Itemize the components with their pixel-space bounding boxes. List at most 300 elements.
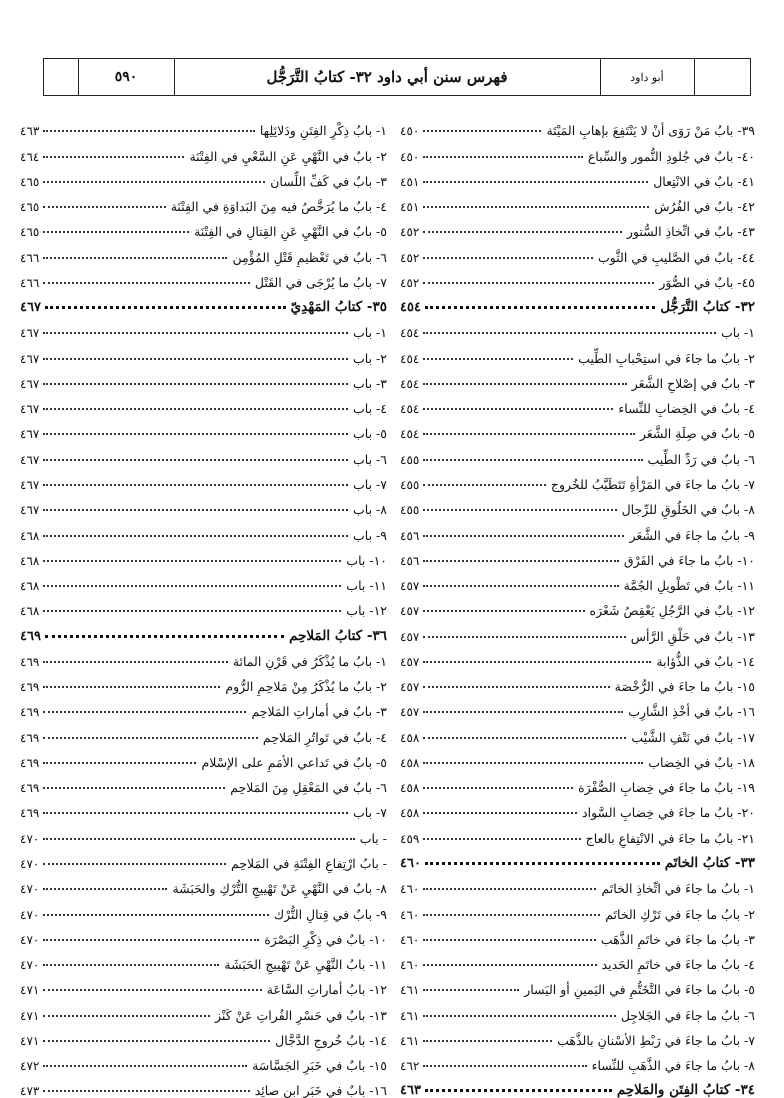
toc-entry-page: ٤٥٤ — [400, 427, 420, 442]
toc-entry — [400, 820, 755, 845]
toc-entry-title: ١٥- بابُ ما جاءَ في الرُّخْصَة — [614, 679, 755, 695]
toc-entry-title: ٦- بابٌ في المَعْقِلِ مِنَ المَلاحِم — [230, 780, 387, 796]
dot-leader — [423, 282, 654, 284]
toc-entry-title: ٢- بابُ ما جاءَ في تَرْكِ الخاتَم — [605, 906, 755, 922]
toc-entry — [400, 441, 755, 466]
dot-leader — [423, 636, 625, 638]
dot-leader — [43, 964, 219, 966]
dot-leader — [423, 130, 541, 132]
dot-leader — [43, 610, 341, 612]
toc-entry — [400, 644, 755, 669]
toc-entry-page: ٤٦٧ — [20, 326, 40, 341]
toc-entry-title: ٢- بابُ ما يُذْكَرُ مِنْ مَلاحِمِ الرُّوم — [225, 679, 387, 695]
toc-column-left — [20, 113, 387, 1098]
toc-entry-page: ٤٦٨ — [20, 528, 40, 543]
dot-leader — [43, 989, 261, 991]
toc-entry-page: ٤٦٥ — [20, 225, 40, 240]
toc-entry — [20, 972, 387, 997]
dot-leader — [43, 737, 258, 739]
toc-entry — [20, 164, 387, 189]
toc-entry-title: ٩- بابُ ما جاءَ في الشَّعَر — [629, 527, 755, 543]
toc-entry-page: ٤٥٨ — [400, 806, 420, 821]
dot-leader — [43, 383, 348, 385]
dot-leader — [423, 459, 642, 461]
toc-entry-page: ٤٥٦ — [400, 553, 420, 568]
toc-entry-page: ٤٧٠ — [20, 907, 40, 922]
dot-leader — [43, 1090, 249, 1092]
toc-entry-page: ٤٦٩ — [20, 806, 40, 821]
toc-entry — [20, 441, 387, 466]
dot-leader — [43, 484, 348, 486]
dot-leader — [43, 1040, 270, 1042]
toc-entry-page: ٤٦٨ — [20, 604, 40, 619]
toc-entry-page: ٤٧٠ — [20, 958, 40, 973]
toc-entry-title: ٤٤- بابٌ في الصَّليبِ في الثَّوب — [598, 249, 755, 265]
toc-entry — [400, 113, 755, 138]
toc-entry-page: ٤٥٤ — [400, 351, 420, 366]
toc-entry-title: ٣٩- بابُ مَنْ رَوَى أنْ لا يَنْتَفِعَ بإهابِ المَيْتَة — [546, 123, 755, 139]
dot-leader — [43, 257, 227, 259]
running-header — [43, 58, 751, 96]
dot-leader — [43, 787, 225, 789]
dot-leader — [423, 509, 616, 511]
toc-entry-title: ١٤- بابٌ في الذُّؤابة — [656, 653, 755, 669]
header-title: فهرس سنن أبي داود ٣٢- كتابُ التَّرَجُّل — [266, 68, 508, 86]
toc-entry — [20, 922, 387, 947]
dot-leader — [423, 585, 618, 587]
toc-entry-page: ٤٥٧ — [400, 579, 420, 594]
toc-entry-page: ٤٥٩ — [400, 831, 420, 846]
dot-leader — [43, 433, 348, 435]
toc-entry-page: ٤٥٤ — [400, 300, 421, 316]
toc-entry — [20, 568, 387, 593]
toc-entry — [20, 745, 387, 770]
toc-entry — [400, 694, 755, 719]
toc-entry-title: ٤٢- بابٌ في الفُرُش — [654, 199, 755, 215]
toc-entry-title: ١٥- بابٌ في خَبَرِ الجَسَّاسَة — [252, 1058, 387, 1074]
dot-leader — [423, 181, 648, 183]
dot-leader — [43, 535, 348, 537]
toc-entry-page: ٤٧٠ — [20, 932, 40, 947]
toc-entry — [20, 1048, 387, 1073]
dot-leader — [43, 686, 220, 688]
dot-leader — [43, 838, 354, 840]
toc-entry-page: ٤٦٠ — [400, 932, 420, 947]
dot-leader — [43, 408, 348, 410]
toc-entry — [400, 871, 755, 896]
toc-entry-page: ٤٦٥ — [20, 174, 40, 189]
toc-entry-title: ١٤- بابُ خُروجِ الدَّجَّال — [275, 1032, 387, 1048]
dot-leader — [425, 1089, 612, 1092]
toc-entry-page: ٤٥٤ — [400, 326, 420, 341]
toc-column-right — [400, 113, 755, 1098]
dot-leader — [43, 509, 348, 511]
toc-entry-title: ٤٠- بابٌ في جُلودِ النُّمور والسِّباع — [587, 148, 755, 164]
toc-entry-title: ٢- بابٌ في النَّهْيِ عَنِ السَّعْيِ في الفِتْنَة — [189, 148, 387, 164]
toc-entry-title: ١١- بابٌ في تَطْويلِ الجُمَّة — [623, 578, 755, 594]
dot-leader — [43, 130, 255, 132]
dot-leader — [423, 914, 600, 916]
toc-entry — [400, 416, 755, 441]
toc-entry-title: ٧- بابُ ما يُرْجَى في القَتْل — [254, 274, 387, 290]
toc-entry-page: ٤٦٧ — [20, 427, 40, 442]
dot-leader — [43, 1065, 247, 1067]
toc-entry-page: ٤٥٨ — [400, 755, 420, 770]
toc-entry-page: ٤٥٤ — [400, 402, 420, 417]
header-divider — [600, 59, 601, 95]
toc-entry — [20, 189, 387, 214]
toc-entry-title: ٢- باب — [353, 350, 387, 366]
dot-leader — [423, 737, 626, 739]
toc-entry-page: ٤٦٢ — [400, 1059, 420, 1074]
dot-leader — [423, 1015, 615, 1017]
toc-entry — [20, 1023, 387, 1048]
toc-entry — [400, 391, 755, 416]
toc-entry-page: ٤٦٣ — [400, 1083, 421, 1098]
toc-entry — [400, 896, 755, 921]
header-divider — [78, 59, 79, 95]
toc-entry-page: ٤٦٧ — [20, 503, 40, 518]
toc-entry — [400, 517, 755, 542]
dot-leader — [423, 358, 573, 360]
toc-entry-page: ٤٥٢ — [400, 275, 420, 290]
toc-entry-title: ١٦- بابٌ في خَبَرِ ابنِ صائِد — [254, 1083, 387, 1098]
dot-leader — [423, 610, 584, 612]
toc-entry-title: ١- بابُ ما يُذْكَرُ في قَرْنِ المائة — [232, 653, 387, 669]
toc-entry-title: ٥- بابٌ في النَّهْيِ عَنِ القِتالِ في الفِتْنَة — [194, 224, 387, 240]
toc-entry — [20, 265, 387, 290]
toc-entry-page: ٤٦٣ — [20, 124, 40, 139]
toc-entry — [20, 871, 387, 896]
toc-entry-page: ٤٦٧ — [20, 300, 41, 316]
toc-entry-title: ١٣- بابٌ في حَسْرِ الفُراتِ عَنْ كَنْز — [214, 1007, 387, 1023]
toc-entry — [400, 972, 755, 997]
toc-entry-page: ٤٦١ — [400, 1008, 420, 1023]
toc-entry-title: ٥- بابٌ في تَداعي الأمَمِ على الإسْلام — [201, 754, 387, 770]
dot-leader — [43, 156, 184, 158]
toc-entry — [400, 214, 755, 239]
toc-entry — [20, 846, 387, 871]
toc-entry-page: ٤٥٨ — [400, 730, 420, 745]
dot-leader — [43, 181, 265, 183]
toc-entry-title: ٣٤- كتابُ الفِتَنِ والمَلاحِم — [616, 1082, 755, 1098]
dot-leader — [425, 862, 660, 865]
toc-entry-page: ٤٦٩ — [20, 654, 40, 669]
toc-entry-page: ٤٦٩ — [20, 628, 41, 644]
toc-entry — [20, 997, 387, 1022]
dot-leader — [423, 1040, 552, 1042]
toc-entry-page: ٤٧٠ — [20, 882, 40, 897]
toc-section-heading — [400, 1073, 755, 1098]
toc-entry-page: ٤٦٧ — [20, 376, 40, 391]
toc-entry-title: ٧- باب — [353, 805, 387, 821]
toc-entry — [400, 340, 755, 365]
toc-entry-page: ٤٧١ — [20, 983, 40, 998]
dot-leader — [423, 484, 546, 486]
toc-entry-title: ١٨- بابٌ في الخِضاب — [648, 754, 755, 770]
toc-entry — [400, 1048, 755, 1073]
toc-section-heading — [20, 618, 387, 643]
toc-entry-title: ٥- بابُ ما جاءَ في التَّخَتُّمِ في اليَمينِ أو اليَسار — [524, 982, 755, 998]
dot-leader — [423, 661, 651, 663]
toc-entry-page: ٤٧٠ — [20, 856, 40, 871]
dot-leader — [45, 635, 284, 638]
toc-entry-title: ١٧- بابٌ في نَتْفِ الشَّيْب — [631, 729, 755, 745]
toc-entry-title: ٧- بابُ ما جاءَ في المَرْأةِ تَتَطَيَّبُ للخُروج — [550, 476, 755, 492]
dot-leader — [45, 306, 286, 309]
toc-entry — [20, 719, 387, 744]
toc-entry — [20, 492, 387, 517]
toc-entry — [20, 340, 387, 365]
toc-entry-page: ٤٦٩ — [20, 755, 40, 770]
toc-entry — [20, 517, 387, 542]
toc-entry-title: ١- بابُ ذِكْرِ الفِتَنِ ودَلائِلِها — [259, 123, 387, 139]
toc-entry — [20, 770, 387, 795]
toc-entry-title: ٤٣- بابٌ في اتِّخاذِ السُّتور — [626, 224, 755, 240]
toc-entry — [400, 366, 755, 391]
toc-entry-page: ٤٦٤ — [20, 149, 40, 164]
toc-entry-title: ١٦- بابٌ في أخْذِ الشَّارِب — [628, 704, 755, 720]
toc-entry — [400, 795, 755, 820]
dot-leader — [423, 939, 595, 941]
toc-entry-page: ٤٦١ — [400, 1033, 420, 1048]
toc-entry-page: ٤٦٠ — [400, 882, 420, 897]
toc-entry — [20, 543, 387, 568]
dot-leader — [423, 535, 624, 537]
toc-entry-page: ٤٦٩ — [20, 730, 40, 745]
toc-entry-title: ١٢- بابٌ في الرَّجُلِ يَعْقِصُ شَعْرَه — [589, 603, 755, 619]
toc-entry-title: ٥- باب — [353, 426, 387, 442]
toc-entry-title: ١- بابُ ما جاءَ في اتِّخاذِ الخاتَم — [601, 881, 755, 897]
toc-entry-page: ٤٥٧ — [400, 705, 420, 720]
toc-entry-title: ١- باب — [353, 325, 387, 341]
toc-entry-page: ٤٥٧ — [400, 654, 420, 669]
toc-entry-page: ٤٥٦ — [400, 528, 420, 543]
toc-entry — [20, 138, 387, 163]
dot-leader — [43, 231, 189, 233]
toc-entry — [20, 644, 387, 669]
toc-entry-page: ٤٧٠ — [20, 831, 40, 846]
toc-entry-page: ٤٥٥ — [400, 452, 420, 467]
toc-entry-title: ٣٦- كتابُ المَلاحِم — [289, 627, 387, 644]
toc-entry — [400, 618, 755, 643]
toc-entry-title: ٣- بابٌ في إصْلاحِ الشَّعَر — [631, 375, 755, 391]
toc-entry — [400, 543, 755, 568]
dot-leader — [43, 560, 341, 562]
toc-entry — [400, 719, 755, 744]
toc-entry-title: ١٣- بابٌ في حَلْقِ الرَّأس — [630, 628, 755, 644]
toc-entry — [400, 947, 755, 972]
toc-entry-title: ٣٥- كتابُ المَهْدِيّ — [290, 299, 387, 316]
toc-entry-page: ٤٧٢ — [20, 1059, 40, 1074]
toc-entry-page: ٤٦٦ — [20, 275, 40, 290]
toc-entry-page: ٤٥٥ — [400, 477, 420, 492]
toc-entry — [20, 366, 387, 391]
toc-entry-page: ٤٥٧ — [400, 680, 420, 695]
toc-entry-title: ١١- باب — [346, 578, 387, 594]
toc-entry-page: ٤٦٧ — [20, 452, 40, 467]
dot-leader — [43, 939, 259, 941]
toc-entry-title: - باب — [359, 830, 387, 846]
toc-entry — [400, 138, 755, 163]
dot-leader — [43, 711, 246, 713]
dot-leader — [423, 408, 613, 410]
toc-entry-page: ٤٦٠ — [400, 958, 420, 973]
toc-entry — [400, 265, 755, 290]
toc-entry-page: ٤٧٣ — [20, 1084, 40, 1098]
toc-entry — [400, 997, 755, 1022]
toc-entry-title: ٨- بابُ ما جاءَ في الذَّهَبِ للنِّساء — [591, 1058, 755, 1074]
dot-leader — [423, 888, 596, 890]
dot-leader — [43, 661, 227, 663]
toc-entry-page: ٤٦٩ — [20, 781, 40, 796]
toc-entry-title: ٧- بابُ ما جاءَ في رَبْطِ الأسْنانِ بالذَّهَب — [557, 1032, 755, 1048]
toc-entry-title: ١٢- بابُ أماراتِ السَّاعَة — [266, 982, 387, 998]
toc-entry — [20, 391, 387, 416]
toc-entry-title: ٤- بابُ ما جاءَ في خاتَمِ الحَديد — [601, 957, 755, 973]
toc-entry-title: ٤- بابٌ في تَواتُرِ المَلاحِم — [262, 729, 387, 745]
toc-entry-title: ٣- بابٌ في كَفِّ اللِّسان — [270, 173, 387, 189]
toc-entry — [400, 239, 755, 264]
toc-entry — [400, 1023, 755, 1048]
dot-leader — [423, 812, 577, 814]
header-title-cell — [174, 59, 600, 95]
toc-entry-title: ٣- بابٌ في أماراتِ المَلاحِم — [251, 704, 387, 720]
toc-entry-title: ٤- بابٌ في الخِضابِ للنِّساء — [618, 401, 755, 417]
dot-leader — [43, 1015, 210, 1017]
toc-entry-page: ٤٦٧ — [20, 402, 40, 417]
dot-leader — [423, 762, 643, 764]
dot-leader — [423, 560, 619, 562]
toc-entry-page: ٤٦١ — [400, 983, 420, 998]
toc-entry-title: ١١- بابُ النَّهْيِ عَنْ تَهْييجِ الحَبَشَة — [224, 957, 387, 973]
toc-entry — [20, 239, 387, 264]
toc-entry-title: ٩- باب — [353, 527, 387, 543]
dot-leader — [425, 306, 655, 309]
toc-entry — [400, 669, 755, 694]
toc-entry — [400, 593, 755, 618]
dot-leader — [43, 914, 268, 916]
toc-entry-page: ٤٥٢ — [400, 250, 420, 265]
toc-entry-page: ٤٥٨ — [400, 781, 420, 796]
toc-entry-title: ٦- بابٌ في رَدِّ الطِّيب — [647, 451, 755, 467]
toc-entry-page: ٤٦٨ — [20, 553, 40, 568]
dot-leader — [423, 257, 593, 259]
toc-entry-title: ٢- بابُ ما جاءَ في استِحْبابِ الطِّيب — [578, 350, 755, 366]
toc-entry-page: ٤٦٠ — [400, 855, 421, 871]
dot-leader — [43, 459, 348, 461]
toc-entry — [400, 189, 755, 214]
toc-entry — [20, 593, 387, 618]
dot-leader — [423, 989, 519, 991]
toc-entry-page: ٤٥٠ — [400, 149, 420, 164]
toc-entry-page: ٤٥١ — [400, 174, 420, 189]
dot-leader — [43, 863, 226, 865]
header-book-name-cell — [600, 59, 694, 95]
toc-entry-title: ٤- باب — [353, 401, 387, 417]
dot-leader — [423, 206, 649, 208]
toc-entry — [400, 315, 755, 340]
toc-entry — [400, 745, 755, 770]
toc-entry-title: ٤- بابُ ما يُرَخَّصُ فيه مِنَ البَداوَةِ في الفِتْنَة — [170, 199, 387, 215]
toc-entry-page: ٤٦٨ — [20, 579, 40, 594]
dot-leader — [43, 206, 165, 208]
toc-entry — [20, 694, 387, 719]
dot-leader — [43, 282, 250, 284]
toc-entry-title: ٦- بابٌ في تَعْظيمِ قَتْلِ المُؤْمِن — [232, 249, 387, 265]
toc-entry-page: ٤٧١ — [20, 1033, 40, 1048]
toc-entry — [20, 795, 387, 820]
toc-entry — [400, 467, 755, 492]
dot-leader — [423, 433, 635, 435]
toc-entry-title: ١- باب — [721, 325, 755, 341]
toc-entry — [20, 315, 387, 340]
dot-leader — [43, 585, 341, 587]
dot-leader — [43, 332, 348, 334]
toc-entry-page: ٤٧١ — [20, 1008, 40, 1023]
dot-leader — [423, 838, 580, 840]
header-divider — [694, 59, 695, 95]
toc-entry-title: ١٢- باب — [346, 603, 387, 619]
toc-entry-title: ٦- بابُ ما جاءَ في الجَلاجِل — [620, 1007, 755, 1023]
toc-entry — [20, 467, 387, 492]
toc-entry-page: ٤٥٥ — [400, 503, 420, 518]
dot-leader — [423, 964, 596, 966]
dot-leader — [423, 787, 573, 789]
toc-entry-title: ١٠- باب — [346, 552, 387, 568]
toc-entry-title: ٣- بابُ ما جاءَ في خاتَمِ الذَّهَب — [600, 931, 755, 947]
toc-entry-title: ٦- باب — [353, 451, 387, 467]
toc-entry-page: ٤٦٧ — [20, 477, 40, 492]
dot-leader — [423, 1065, 586, 1067]
dot-leader — [423, 383, 626, 385]
toc-entry-page: ٤٦٩ — [20, 705, 40, 720]
dot-leader — [43, 888, 167, 890]
dot-leader — [423, 156, 583, 158]
dot-leader — [43, 762, 196, 764]
toc-entry — [400, 164, 755, 189]
dot-leader — [43, 358, 348, 360]
toc-section-heading — [20, 290, 387, 315]
dot-leader — [423, 332, 716, 334]
toc-entry — [20, 820, 387, 845]
toc-entry-page: ٤٥٤ — [400, 376, 420, 391]
toc-entry — [400, 770, 755, 795]
toc-entry — [20, 1073, 387, 1098]
dot-leader — [423, 231, 622, 233]
toc-entry-title: - بابُ ارْتِفاعِ الفِتْنَةِ في المَلاحِم — [231, 855, 387, 871]
toc-entry — [20, 669, 387, 694]
toc-entry-title: ٣- باب — [353, 375, 387, 391]
toc-entry-page: ٤٥٧ — [400, 629, 420, 644]
toc-entry-page: ٤٦٩ — [20, 680, 40, 695]
dot-leader — [423, 711, 623, 713]
header-divider — [174, 59, 175, 95]
toc-entry-title: ٧- باب — [353, 476, 387, 492]
toc-entry — [20, 896, 387, 921]
toc-entry-page: ٤٦٠ — [400, 907, 420, 922]
toc-entry-page: ٤٥٠ — [400, 124, 420, 139]
dot-leader — [43, 812, 348, 814]
toc-entry-title: ٨- بابٌ في النَّهْيِ عَنْ تَهْييجِ التُّرْكِ والحَبَشَة — [172, 881, 387, 897]
toc-entry — [20, 416, 387, 441]
toc-entry-title: ٤١- بابٌ في الانْتِعال — [653, 173, 755, 189]
toc-entry-page: ٤٦٦ — [20, 250, 40, 265]
toc-entry-title: ٨- باب — [353, 502, 387, 518]
toc-entry-title: ٤٥- بابٌ في الصُّوَر — [659, 274, 755, 290]
dot-leader — [423, 686, 609, 688]
toc-entry — [400, 492, 755, 517]
